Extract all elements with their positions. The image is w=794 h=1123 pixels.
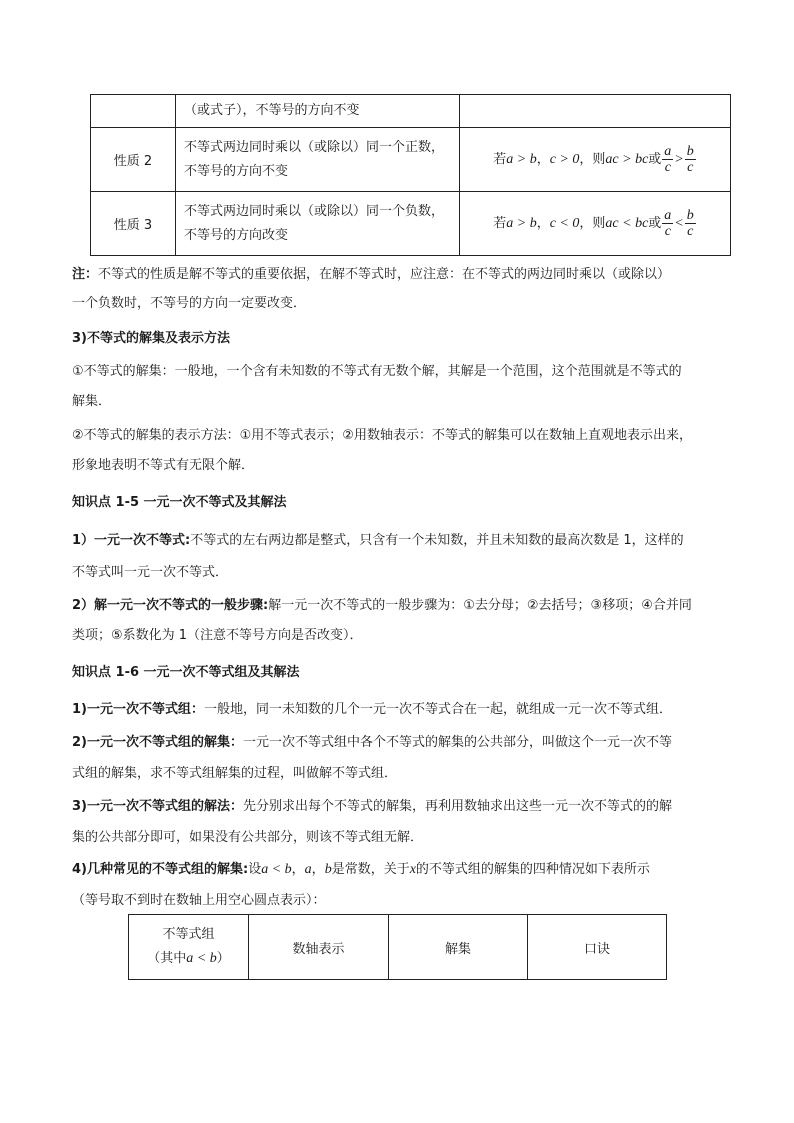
fraction-numerator: a xyxy=(664,208,672,223)
property-example-cell xyxy=(460,192,731,256)
item-text: 不等式的左右两边都是整式，只含有一个未知数，并且未知数的最高次数是 1，这样的 xyxy=(190,533,684,548)
desc-line: 不等式两边同时乘以（或除以）同一个负数， xyxy=(184,203,445,219)
note-label: 注： xyxy=(72,267,99,282)
fraction xyxy=(685,208,696,239)
fraction xyxy=(662,208,673,239)
desc-line: 不等号的方向不变 xyxy=(184,163,289,179)
header-cell: 解集 xyxy=(389,915,528,980)
example-text: 若 xyxy=(493,216,507,231)
fraction-numerator: b xyxy=(686,144,694,159)
paragraph-line: 解集． xyxy=(72,394,112,409)
fraction-denominator: c xyxy=(664,224,671,239)
note-line: 一个负数时，不等号的方向一定要改变． xyxy=(72,296,307,311)
example-math: > xyxy=(674,152,684,167)
paragraph-line: 式组的解集，求不等式组解集的过程，叫做解不等式组． xyxy=(72,766,398,781)
property-desc-cell xyxy=(176,128,460,192)
property-example-cell xyxy=(460,95,731,128)
property-desc-cell xyxy=(176,192,460,256)
header-line: 不等式组 xyxy=(162,927,215,942)
example-text: ，则 xyxy=(579,152,606,167)
table-row xyxy=(91,128,731,192)
fraction-numerator: a xyxy=(664,144,672,159)
property-name-cell xyxy=(91,95,176,128)
note-line xyxy=(72,263,670,282)
example-text: 或 xyxy=(648,216,662,231)
item-label: 1）一元一次不等式: xyxy=(72,533,191,548)
paragraph-line: 集的公共部分即可，如果没有公共部分，则该不等式组无解． xyxy=(72,830,424,845)
property-desc-cell xyxy=(176,95,460,128)
knowledge-point-heading: 知识点 1-6 一元一次不等式组及其解法 xyxy=(72,665,300,680)
table-row xyxy=(91,95,731,128)
item-text: 解一元一次不等式的一般步骤为：①去分母；②去括号；③移项；④合并同 xyxy=(268,598,692,613)
example-text: 若 xyxy=(493,152,507,167)
item-math: x xyxy=(409,862,416,877)
paragraph-line xyxy=(72,594,692,613)
example-math: a > b xyxy=(506,216,537,231)
paragraph-line xyxy=(72,698,672,717)
item-math: b xyxy=(324,862,332,877)
example-text: ，则 xyxy=(579,216,606,231)
item-text: 的不等式组的解集的四种情况如下表所示 xyxy=(415,862,650,877)
header-line xyxy=(130,947,247,971)
paragraph-line: ②不等式的解集的表示方法：①用不等式表示；②用数轴表示：不等式的解集可以在数轴上直观地表示出来， xyxy=(72,428,692,443)
example-text: ， xyxy=(536,216,550,231)
desc-line: 不等式两边同时乘以（或除以）同一个正数， xyxy=(184,139,445,155)
item-text: 一般地，同一未知数的几个一元一次不等式合在一起，就组成一元一次不等式组． xyxy=(204,702,673,717)
paragraph-line xyxy=(72,529,684,548)
desc-line: （或式子），不等号的方向不变 xyxy=(184,103,360,118)
fraction-denominator: c xyxy=(687,160,694,175)
item-label: 1)一元一次不等式组： xyxy=(72,702,204,717)
header-cell xyxy=(129,915,249,980)
item-text: 一元一次不等式组中各个不等式的解集的公共部分，叫做这个一元一次不等 xyxy=(243,735,673,750)
example-math: a > b xyxy=(506,152,537,167)
item-text: 是常数，关于 xyxy=(331,862,410,877)
example-math: c < 0 xyxy=(549,216,580,231)
inequality-system-table xyxy=(128,914,667,980)
item-math: a xyxy=(304,862,312,877)
item-label: 4)几种常见的不等式组的解集: xyxy=(72,862,249,877)
desc-line: 不等号的方向改变 xyxy=(184,227,289,243)
paragraph-line xyxy=(72,795,672,814)
fraction-denominator: c xyxy=(664,160,671,175)
header-text: ） xyxy=(216,951,230,966)
item-label: 3)一元一次不等式组的解法： xyxy=(72,799,243,814)
header-math: a < b xyxy=(186,951,217,966)
header-cell: 数轴表示 xyxy=(249,915,389,980)
fraction-denominator: c xyxy=(687,224,694,239)
item-text: 先分别求出每个不等式的解集，再利用数轴求出这些一元一次不等式的的解 xyxy=(243,799,673,814)
header-cell: 口诀 xyxy=(528,915,667,980)
paragraph-line: ①不等式的解集：一般地，一个含有未知数的不等式有无数个解，其解是一个范围，这个范围就是不等式的 xyxy=(72,364,682,379)
header-text: （其中 xyxy=(147,951,187,966)
note-text: 不等式的性质是解不等式的重要依据，在解不等式时，应注意：在不等式的两边同时乘以（或除以） xyxy=(98,267,671,282)
item-text: ， xyxy=(291,862,305,877)
table-header-row xyxy=(129,915,667,980)
section-heading: 3)不等式的解集及表示方法 xyxy=(72,331,230,346)
paragraph-line: 不等式叫一元一次不等式． xyxy=(72,565,229,580)
item-label: 2）解一元一次不等式的一般步骤: xyxy=(72,598,269,613)
paragraph-line xyxy=(72,731,672,750)
paragraph-line: （等号取不到时在数轴上用空心圆点表示）： xyxy=(72,893,326,908)
property-example-cell xyxy=(460,128,731,192)
example-text: 或 xyxy=(648,152,662,167)
property-name-cell: 性质 3 xyxy=(91,192,176,256)
item-text: ， xyxy=(311,862,325,877)
properties-table xyxy=(90,94,731,256)
item-text: 设 xyxy=(248,862,262,877)
fraction xyxy=(685,144,696,175)
example-math: c > 0 xyxy=(549,152,580,167)
fraction xyxy=(662,144,673,175)
example-text: ， xyxy=(536,152,550,167)
example-math: ac > bc xyxy=(605,152,649,167)
property-name-cell: 性质 2 xyxy=(91,128,176,192)
example-math: < xyxy=(674,216,684,231)
item-label: 2)一元一次不等式组的解集： xyxy=(72,735,243,750)
table-row xyxy=(91,192,731,256)
paragraph-line: 类项；⑤系数化为 1（注意不等号方向是否改变）． xyxy=(72,628,363,643)
paragraph-line: 形象地表明不等式有无限个解． xyxy=(72,458,255,473)
paragraph-line xyxy=(72,858,650,878)
example-math: ac < bc xyxy=(605,216,649,231)
knowledge-point-heading: 知识点 1-5 一元一次不等式及其解法 xyxy=(72,495,287,510)
item-math: a < b xyxy=(261,862,292,877)
fraction-numerator: b xyxy=(686,208,694,223)
